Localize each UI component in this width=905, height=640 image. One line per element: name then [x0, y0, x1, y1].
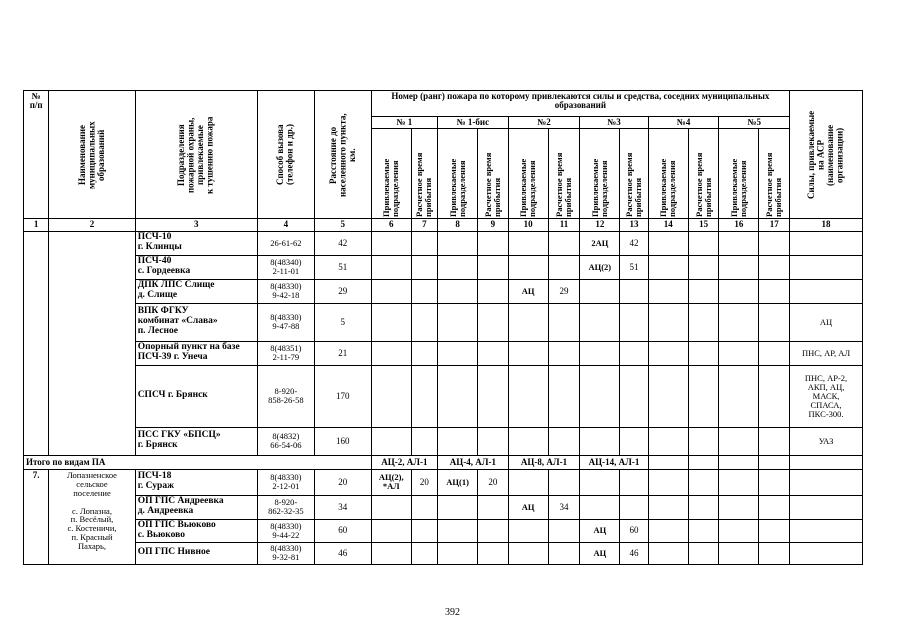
rank-units [580, 341, 620, 365]
rank-time [548, 365, 580, 427]
unit-distance: 60 [314, 519, 371, 542]
column-number: 15 [688, 219, 719, 231]
column-number: 14 [648, 219, 688, 231]
empty-cell [648, 495, 688, 519]
rank-time: 20 [411, 469, 437, 495]
rank-time [548, 341, 580, 365]
rank-time [411, 495, 437, 519]
asr-forces [790, 469, 863, 495]
sub-units-label: Привлекаемые подразделения [518, 158, 538, 217]
rank-units: АЦ [508, 279, 548, 303]
rank-units [580, 279, 620, 303]
asr-forces: ПНС, АР, АЛ [790, 341, 863, 365]
rank-units: АЦ [580, 542, 620, 564]
rank-time: 34 [548, 495, 580, 519]
rank-time [478, 231, 509, 255]
sub-units-2 [508, 129, 548, 219]
unit-distance: 160 [314, 427, 371, 455]
rank-units: АЦ(1) [438, 469, 478, 495]
asr-forces [790, 519, 863, 542]
column-number: 10 [508, 219, 548, 231]
fire-forces-table [23, 90, 863, 565]
rank-time: 46 [620, 542, 648, 564]
empty-cell [688, 341, 719, 365]
rank-units [438, 542, 478, 564]
rank-time [548, 519, 580, 542]
header-rank-4: №4 [648, 117, 719, 129]
empty-cell [759, 255, 790, 279]
rank-units [508, 469, 548, 495]
unit-name: ДПК ЛПС Слище д. Слище [135, 279, 257, 303]
column-number: 17 [759, 219, 790, 231]
rank-time [411, 255, 437, 279]
empty-cell [759, 542, 790, 564]
asr-forces [790, 231, 863, 255]
unit-distance: 46 [314, 542, 371, 564]
rank-time [411, 427, 437, 455]
unit-distance: 20 [314, 469, 371, 495]
unit-name: ОП ГПС Андреевка д. Андреевка [135, 495, 257, 519]
rank-units [371, 542, 411, 564]
rank-units [580, 427, 620, 455]
rank-units [580, 303, 620, 341]
sub-units-4 [648, 129, 688, 219]
header-rank-title: Номер (ранг) пожара по которому привлекаются силы и средства, соседних муниципальных образований [371, 91, 789, 117]
header-mun-name: Наименование муниципальных образований [76, 120, 106, 189]
rank-units [580, 495, 620, 519]
rank-time [478, 255, 509, 279]
sub-time-4 [688, 129, 719, 219]
empty-cell [648, 255, 688, 279]
empty-cell [648, 303, 688, 341]
table-row [24, 303, 863, 341]
header-asr-cell [790, 91, 863, 219]
rank-units [371, 255, 411, 279]
section-mun-name: Лопазненское сельское поселение с. Лопазна, п. Весёлый, с. Костеничи, п. Красный Пахарь, [49, 469, 135, 564]
header-rank-2: №2 [508, 117, 580, 129]
asr-forces: АЦ [790, 303, 863, 341]
unit-phone: 8(48330) 9-32-81 [257, 542, 314, 564]
empty-cell [688, 427, 719, 455]
empty-cell [719, 542, 759, 564]
empty-cell [759, 231, 790, 255]
empty-cell [719, 519, 759, 542]
empty-cell [648, 519, 688, 542]
rank-time [548, 231, 580, 255]
rank-units: АЦ(2) [580, 255, 620, 279]
rank-units [438, 231, 478, 255]
total-rank-3: АЦ-14, АЛ-1 [580, 455, 648, 469]
unit-distance: 34 [314, 495, 371, 519]
rank-units: АЦ(2), *АЛ [371, 469, 411, 495]
rank-time: 42 [620, 231, 648, 255]
column-number: 2 [49, 219, 135, 231]
rank-units: АЦ [580, 519, 620, 542]
header-mun-cell [49, 91, 135, 219]
rank-units [508, 303, 548, 341]
total-row [24, 455, 863, 469]
rank-units [508, 231, 548, 255]
rank-time [478, 303, 509, 341]
empty-cell [759, 427, 790, 455]
rank-time [620, 303, 648, 341]
empty-cell [648, 231, 688, 255]
sub-units-label: Привлекаемые подразделения [728, 158, 748, 217]
sub-units-label: Привлекаемые подразделения [658, 158, 678, 217]
header-distance-cell [314, 91, 371, 219]
rank-units [371, 341, 411, 365]
empty-cell [688, 519, 719, 542]
empty-cell [719, 341, 759, 365]
section-num: 7. [24, 469, 49, 564]
rank-units [580, 469, 620, 495]
mun-cell-empty [49, 231, 135, 455]
unit-name: ПСЧ-40 с. Гордеевка [135, 255, 257, 279]
rank-units [438, 303, 478, 341]
header-units: Подразделения пожарной охраны, привлекаемые к тушению пожара [176, 116, 215, 194]
unit-name: ПСС ГКУ «БПСЦ» г. Брянск [135, 427, 257, 455]
sub-time-label: Расчетное время прибытия [693, 152, 713, 217]
unit-phone: 8(48330) 9-47-88 [257, 303, 314, 341]
header-call: Способ вызова (телефон и др.) [275, 124, 295, 186]
table-row [24, 231, 863, 255]
rank-time: 29 [548, 279, 580, 303]
column-number: 11 [548, 219, 580, 231]
unit-name: ПСЧ-10 г. Клинцы [135, 231, 257, 255]
empty-cell [688, 495, 719, 519]
empty-cell [759, 469, 790, 495]
column-number: 8 [438, 219, 478, 231]
column-number: 12 [580, 219, 620, 231]
table-row [24, 427, 863, 455]
asr-forces: ПНС, АР-2, АКП, АЦ, МАСК, СПАСА, ПКС-300. [790, 365, 863, 427]
empty-cell [688, 231, 719, 255]
sub-units-label: Привлекаемые подразделения [381, 158, 401, 217]
rank-units [438, 519, 478, 542]
rank-time [478, 495, 509, 519]
rank-units [371, 427, 411, 455]
empty-cell [759, 495, 790, 519]
empty-cell [688, 279, 719, 303]
rank-units [438, 427, 478, 455]
header-rank-3: №3 [580, 117, 648, 129]
rank-units [371, 519, 411, 542]
unit-phone: 8-920- 862-32-35 [257, 495, 314, 519]
num-cell-empty [24, 231, 49, 455]
empty-cell [688, 255, 719, 279]
sub-units-1bis [438, 129, 478, 219]
empty-cell [759, 365, 790, 427]
unit-phone: 8-920- 858-26-58 [257, 365, 314, 427]
sub-time-1bis [478, 129, 509, 219]
column-number: 7 [411, 219, 437, 231]
empty-cell [648, 279, 688, 303]
total-label: Итого по видам ПА [24, 455, 372, 469]
rank-units [371, 303, 411, 341]
header-rank-1bis: № 1-бис [438, 117, 509, 129]
empty-cell [719, 231, 759, 255]
rank-time [411, 341, 437, 365]
column-number: 6 [371, 219, 411, 231]
rank-time: 60 [620, 519, 648, 542]
asr-forces: УАЗ [790, 427, 863, 455]
empty-cell [759, 341, 790, 365]
empty-cell [648, 469, 688, 495]
rank-time [411, 365, 437, 427]
rank-time [478, 365, 509, 427]
rank-time [478, 341, 509, 365]
empty-cell [719, 279, 759, 303]
unit-phone: 8(48351) 2-11-79 [257, 341, 314, 365]
header-asr: Силы, привлекаемые на АСР (наименование организации) [806, 110, 845, 199]
table-row [24, 519, 863, 542]
sub-time-1 [411, 129, 437, 219]
rank-units [508, 341, 548, 365]
header-units-cell [135, 91, 257, 219]
unit-distance: 21 [314, 341, 371, 365]
sub-units-label: Привлекаемые подразделения [447, 158, 467, 217]
rank-time [478, 542, 509, 564]
unit-phone: 8(48330) 9-42-18 [257, 279, 314, 303]
empty-cell [719, 303, 759, 341]
unit-distance: 5 [314, 303, 371, 341]
rank-units [438, 255, 478, 279]
rank-units [371, 365, 411, 427]
empty-cell [790, 455, 863, 469]
column-number: 3 [135, 219, 257, 231]
header-distance: Расстояние до населенного пункта, км. [327, 112, 357, 197]
empty-cell [648, 365, 688, 427]
header-call-cell [257, 91, 314, 219]
rank-time [620, 469, 648, 495]
empty-cell [759, 303, 790, 341]
rank-time [620, 341, 648, 365]
rank-units [371, 495, 411, 519]
sub-time-5 [759, 129, 790, 219]
table-row [24, 469, 863, 495]
table-row [24, 495, 863, 519]
empty-cell [719, 455, 759, 469]
sub-units-3 [580, 129, 620, 219]
total-rank-1: АЦ-2, АЛ-1 [371, 455, 437, 469]
header-row-1 [24, 91, 863, 117]
unit-name: ПСЧ-18 г. Сураж [135, 469, 257, 495]
total-rank-2: АЦ-8, АЛ-1 [508, 455, 580, 469]
empty-cell [759, 519, 790, 542]
rank-time [620, 427, 648, 455]
empty-cell [759, 279, 790, 303]
table-row [24, 542, 863, 564]
unit-phone: 8(48340) 2-11-01 [257, 255, 314, 279]
unit-phone: 8(4832) 66-54-06 [257, 427, 314, 455]
unit-name: СПСЧ г. Брянск [135, 365, 257, 427]
rank-units [438, 279, 478, 303]
unit-phone: 8(48330) 2-12-01 [257, 469, 314, 495]
column-number: 13 [620, 219, 648, 231]
rank-units [508, 542, 548, 564]
empty-cell [759, 455, 790, 469]
empty-cell [688, 469, 719, 495]
asr-forces [790, 255, 863, 279]
column-number: 5 [314, 219, 371, 231]
sub-time-label: Расчетное время прибытия [624, 152, 644, 217]
rank-units [508, 365, 548, 427]
asr-forces [790, 279, 863, 303]
rank-time [620, 279, 648, 303]
rank-time [411, 519, 437, 542]
rank-time [411, 542, 437, 564]
empty-cell [648, 542, 688, 564]
rank-units [371, 279, 411, 303]
asr-forces [790, 495, 863, 519]
sub-units-1 [371, 129, 411, 219]
unit-distance: 51 [314, 255, 371, 279]
rank-time [478, 427, 509, 455]
unit-phone: 26-61-62 [257, 231, 314, 255]
column-number: 16 [719, 219, 759, 231]
rank-time: 20 [478, 469, 509, 495]
sub-time-label: Расчетное время прибытия [764, 152, 784, 217]
rank-time: 51 [620, 255, 648, 279]
empty-cell [719, 365, 759, 427]
column-number: 9 [478, 219, 509, 231]
unit-distance: 29 [314, 279, 371, 303]
page-number: 392 [445, 607, 460, 618]
empty-cell [688, 455, 719, 469]
table-row [24, 365, 863, 427]
unit-distance: 170 [314, 365, 371, 427]
sub-time-label: Расчетное время прибытия [414, 152, 434, 217]
sub-time-3 [620, 129, 648, 219]
rank-units [580, 365, 620, 427]
rank-units [438, 365, 478, 427]
sub-time-label: Расчетное время прибытия [554, 152, 573, 217]
empty-cell [648, 341, 688, 365]
rank-time [478, 279, 509, 303]
rank-units [508, 519, 548, 542]
empty-cell [648, 427, 688, 455]
asr-forces [790, 542, 863, 564]
rank-time [411, 279, 437, 303]
table-row [24, 279, 863, 303]
empty-cell [719, 469, 759, 495]
rank-time [478, 519, 509, 542]
table-row [24, 255, 863, 279]
empty-cell [688, 303, 719, 341]
empty-cell [719, 427, 759, 455]
total-rank-1bis: АЦ-4, АЛ-1 [438, 455, 509, 469]
rank-time [411, 303, 437, 341]
rank-time [548, 427, 580, 455]
rank-units: 2АЦ [580, 231, 620, 255]
column-number: 18 [790, 219, 863, 231]
rank-time [548, 469, 580, 495]
unit-distance: 42 [314, 231, 371, 255]
empty-cell [648, 455, 688, 469]
sub-units-5 [719, 129, 759, 219]
rank-units [438, 495, 478, 519]
empty-cell [719, 255, 759, 279]
empty-cell [688, 365, 719, 427]
rank-time [411, 231, 437, 255]
unit-name: ОП ГПС Вьюково с. Вьюково [135, 519, 257, 542]
column-number: 4 [257, 219, 314, 231]
sub-time-2 [548, 129, 580, 219]
table-row [24, 341, 863, 365]
rank-units [438, 341, 478, 365]
rank-units [371, 231, 411, 255]
column-number-row [24, 219, 863, 231]
sub-time-label: Расчетное время прибытия [482, 152, 502, 217]
rank-time [548, 255, 580, 279]
unit-name: ОП ГПС Нивное [135, 542, 257, 564]
rank-time [620, 495, 648, 519]
unit-name: Опорный пункт на базе ПСЧ-39 г. Унеча [135, 341, 257, 365]
rank-time [548, 303, 580, 341]
rank-units: АЦ [508, 495, 548, 519]
header-num: № п/п [24, 91, 49, 219]
header-rank-1: № 1 [371, 117, 437, 129]
column-number: 1 [24, 219, 49, 231]
sub-units-label: Привлекаемые подразделения [589, 158, 609, 217]
header-rank-5: №5 [719, 117, 790, 129]
rank-units [508, 255, 548, 279]
unit-phone: 8(48330) 9-44-22 [257, 519, 314, 542]
rank-units [508, 427, 548, 455]
empty-cell [719, 495, 759, 519]
rank-time [548, 542, 580, 564]
empty-cell [688, 542, 719, 564]
rank-time [620, 365, 648, 427]
unit-name: ВПК ФГКУ комбинат «Слава» п. Лесное [135, 303, 257, 341]
